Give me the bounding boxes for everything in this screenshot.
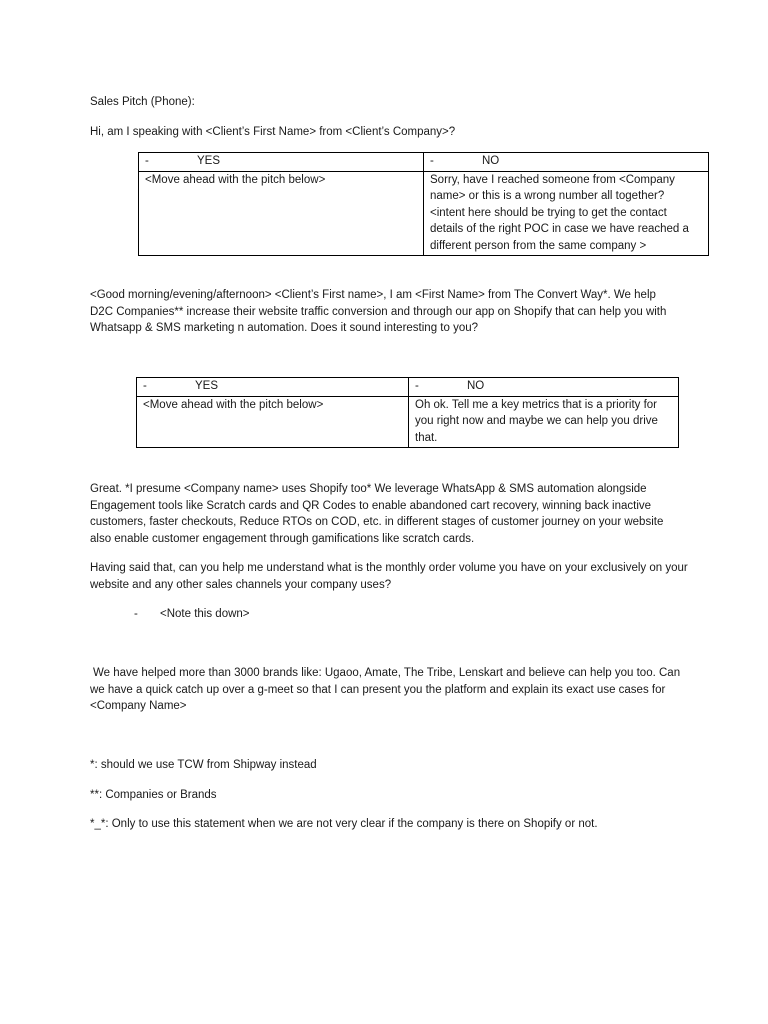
table-header-row [139, 153, 709, 172]
yes-header-cell [137, 378, 409, 397]
footnote-2: **: Companies or Brands [90, 789, 217, 801]
main-pitch: Great. *I presume <Company name> uses Shopify too* We leverage WhatsApp & SMS automation alongside Engagement tools like Scratch cards and QR Codes to enable abandoned cart recovery, winning back inactive customers, faster checkouts, Reduce RTOs on COD, etc. in different stages of customer journey on your website also enable customer engagement through gamifications like scratch cards. [90, 483, 664, 545]
bullet-dash: - [134, 608, 138, 620]
yes-header-cell [139, 153, 424, 172]
yes-header: YES [197, 155, 221, 167]
no-header: NO [467, 380, 485, 392]
response-table-1 [138, 152, 709, 256]
header-dash: - [430, 155, 434, 167]
yes-header: YES [195, 380, 219, 392]
order-volume-question: Having said that, can you help me understand what is the monthly order volume you have on your exclusively on your website and any other sales channels your company uses? [90, 562, 688, 591]
bullet-text: <Note this down> [160, 608, 250, 620]
footnote-3: *_*: Only to use this statement when we are not very clear if the company is there on Shopify or not. [90, 818, 598, 830]
intro-pitch: <Good morning/evening/afternoon> <Client’s First name>, I am <First Name> from The Convert Way*. We help D2C Companies** increase their website traffic conversion and through our app on Shopify that can help you with Whatsapp & SMS marketing n automation. Does it sound interesting to you? [90, 289, 667, 334]
no-header: NO [482, 155, 500, 167]
table-body-row [137, 396, 679, 448]
no-header-cell [424, 153, 709, 172]
table-body-row [139, 171, 709, 256]
no-header-cell [409, 378, 679, 397]
header-dash: - [143, 380, 147, 392]
closing-paragraph: We have helped more than 3000 brands like: Ugaoo, Amate, The Tribe, Lenskart and believe can help you too. Can we have a quick catch up over a g-meet so that I can present you the platform and explain its exact use cases for <Company Name> [90, 667, 681, 712]
no-response-cell: Oh ok. Tell me a key metrics that is a priority for you right now and maybe we can help you drive that. [409, 396, 679, 448]
table-header-row [137, 378, 679, 397]
footnote-1: *: should we use TCW from Shipway instead [90, 759, 317, 771]
yes-response-cell: <Move ahead with the pitch below> [137, 396, 409, 448]
header-dash: - [145, 155, 149, 167]
yes-response-cell: <Move ahead with the pitch below> [139, 171, 424, 256]
response-table-2 [136, 377, 679, 448]
document-title: Sales Pitch (Phone): [90, 96, 195, 108]
opening-question: Hi, am I speaking with <Client’s First Name> from <Client’s Company>? [90, 126, 456, 138]
note-bullet [134, 606, 734, 623]
no-response-cell: Sorry, have I reached someone from <Company name> or this is a wrong number all together? <intent here should be trying to get the contact details of the right POC in case we have reached a different person from the same company > [424, 171, 709, 256]
header-dash: - [415, 380, 419, 392]
